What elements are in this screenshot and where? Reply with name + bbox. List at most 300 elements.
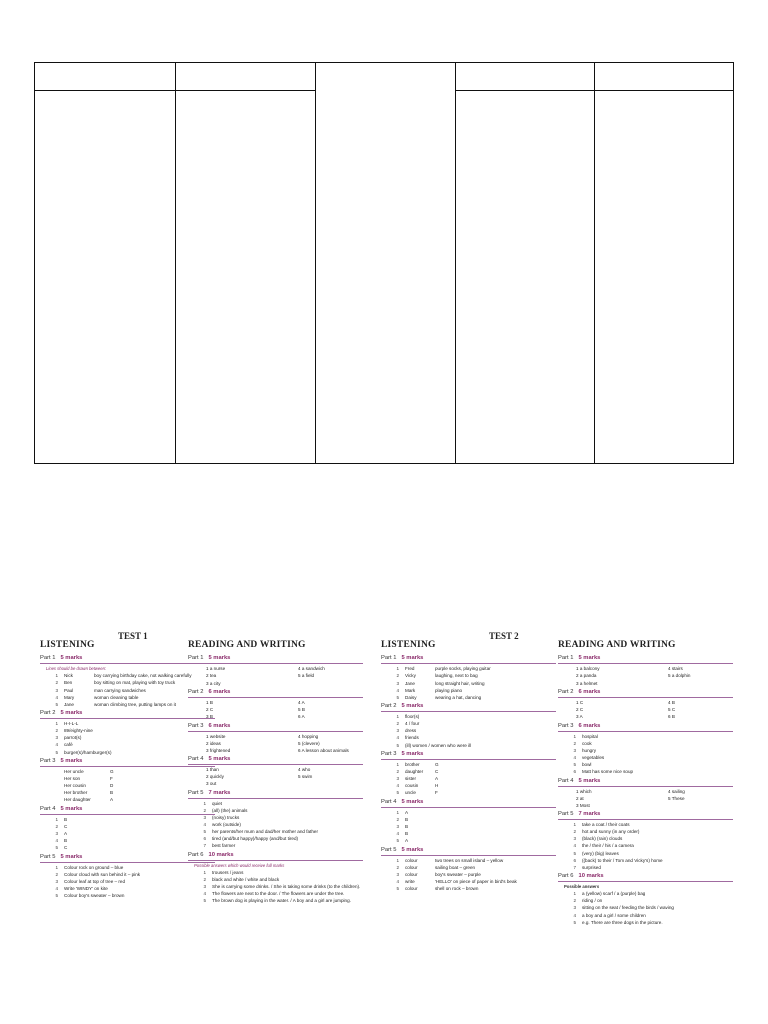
answer-right: 5 C bbox=[668, 707, 676, 713]
answer-list bbox=[381, 666, 556, 700]
table-header-line bbox=[455, 90, 734, 91]
answer-text: The flowers are next to the door. / The flowers are under the tree. bbox=[212, 891, 345, 897]
answer-number: 1 bbox=[396, 809, 399, 815]
answer-left: 1 website bbox=[206, 733, 226, 739]
part-heading bbox=[188, 852, 363, 861]
answer-right: 5 These bbox=[668, 795, 685, 801]
answer-key: Ben bbox=[64, 680, 73, 686]
answer-number: 5 bbox=[396, 694, 399, 700]
answer-number: 2 bbox=[396, 673, 399, 679]
part-marks: 5 marks bbox=[578, 655, 601, 662]
answer-number: 4 bbox=[573, 843, 576, 849]
answer-list bbox=[381, 858, 556, 892]
answer-indent bbox=[40, 783, 64, 789]
answer-row bbox=[558, 858, 733, 864]
answer-row bbox=[558, 755, 733, 761]
answer-text: two trees on small island – yellow bbox=[435, 857, 504, 863]
answer-number: 5 bbox=[573, 850, 576, 856]
blank-table bbox=[34, 62, 734, 464]
answer-number: 3 bbox=[55, 687, 58, 693]
answer-row bbox=[558, 913, 733, 919]
section-heading: READING AND WRITING bbox=[188, 640, 306, 650]
answer-right: 5 swim bbox=[298, 774, 313, 780]
part-subhead: Possible answers bbox=[564, 884, 600, 890]
answer-row bbox=[558, 666, 733, 672]
answer-row bbox=[558, 734, 733, 740]
answer-left: 3 a city bbox=[206, 680, 221, 686]
answer-number: 2 bbox=[573, 898, 576, 904]
answer-key: Her uncle bbox=[64, 769, 84, 775]
answer-text: hungry bbox=[582, 747, 597, 753]
answer-text: a boy and a girl / some children bbox=[582, 912, 646, 918]
answer-row bbox=[381, 824, 556, 830]
answer-text: parrot(s) bbox=[64, 735, 82, 741]
answer-text: (ill) women / women who were ill bbox=[405, 742, 472, 748]
answer-row bbox=[188, 815, 363, 821]
answer-text: A bbox=[405, 809, 409, 815]
answer-number: 1 bbox=[573, 822, 576, 828]
answer-row bbox=[188, 781, 363, 787]
answer-list bbox=[558, 891, 733, 925]
part-heading bbox=[381, 751, 556, 760]
part-heading bbox=[188, 689, 363, 698]
part-marks: 10 marks bbox=[208, 851, 234, 858]
answer-key: Her son bbox=[64, 776, 81, 782]
answer-right: 5 a field bbox=[298, 673, 315, 679]
answer-row bbox=[188, 877, 363, 883]
test1-title: TEST 1 bbox=[118, 631, 148, 641]
part-number: Part 4 bbox=[40, 805, 56, 812]
answer-list bbox=[558, 666, 733, 686]
test2-reading-panel bbox=[558, 640, 733, 927]
part-number: Part 5 bbox=[381, 846, 397, 853]
answer-key: cousin bbox=[405, 783, 419, 789]
answer-list bbox=[381, 714, 556, 748]
answer-right: 4 who bbox=[298, 767, 311, 773]
answer-number: 4 bbox=[396, 831, 399, 837]
answer-row bbox=[188, 767, 363, 773]
part-number: Part 6 bbox=[188, 851, 204, 858]
part-marks: 5 marks bbox=[401, 798, 424, 805]
answer-number: 2 bbox=[396, 769, 399, 775]
part-heading bbox=[558, 723, 733, 732]
part-number: Part 1 bbox=[188, 655, 204, 662]
answer-row bbox=[558, 843, 733, 849]
answer-row bbox=[188, 801, 363, 807]
answer-key: Paul bbox=[64, 687, 74, 693]
answer-number: 1 bbox=[573, 733, 576, 739]
answer-key: colour bbox=[405, 886, 418, 892]
answer-number: 5 bbox=[55, 893, 58, 899]
part-marks: 5 marks bbox=[60, 805, 83, 812]
answer-text: riding / on bbox=[582, 898, 603, 904]
answer-text: burger(s)/hamburger(s) bbox=[64, 749, 112, 755]
answer-number: 5 bbox=[396, 790, 399, 796]
part-marks: 5 marks bbox=[60, 758, 83, 765]
answer-text: F bbox=[435, 790, 438, 796]
answer-text: She is carrying some drinks. / She is taking some drinks (to the children). bbox=[212, 884, 361, 890]
part-marks: 5 marks bbox=[401, 703, 424, 710]
part-heading bbox=[381, 799, 556, 808]
answer-left: 2 C bbox=[576, 707, 584, 713]
answer-number: 7 bbox=[203, 843, 206, 849]
answer-number: 2 bbox=[55, 823, 58, 829]
part-marks: 6 marks bbox=[578, 689, 601, 696]
answer-text: purple socks, playing guitar bbox=[435, 666, 491, 672]
part-number: Part 4 bbox=[381, 798, 397, 805]
answer-left: 1 B bbox=[206, 699, 213, 705]
answer-text: dress bbox=[405, 728, 417, 734]
answer-row bbox=[558, 673, 733, 679]
answer-text: her parents/her mum and dad/her mother and father bbox=[212, 829, 318, 835]
answer-text: D bbox=[110, 783, 114, 789]
answer-number: 3 bbox=[396, 776, 399, 782]
answer-number: 2 bbox=[396, 816, 399, 822]
answer-number: 3 bbox=[203, 815, 206, 821]
answer-number: 3 bbox=[396, 680, 399, 686]
answer-key: Her brother bbox=[64, 790, 88, 796]
answer-number: 1 bbox=[396, 714, 399, 720]
answer-left: 2 at bbox=[576, 795, 584, 801]
answer-text: H bbox=[435, 783, 439, 789]
answer-right: 5 a dolphin bbox=[668, 673, 691, 679]
part-marks: 5 marks bbox=[60, 853, 83, 860]
answer-row bbox=[558, 898, 733, 904]
answer-text: man carrying sandwiches bbox=[94, 687, 146, 693]
answer-number: 1 bbox=[55, 864, 58, 870]
answer-row bbox=[188, 748, 363, 754]
answer-key: Fred bbox=[405, 666, 415, 672]
answer-text: friends bbox=[405, 735, 419, 741]
part-heading bbox=[188, 655, 363, 664]
answer-right: 4 hopping bbox=[298, 733, 319, 739]
answer-number: 1 bbox=[396, 857, 399, 863]
answer-row bbox=[188, 891, 363, 897]
answer-list bbox=[558, 789, 733, 809]
answer-number: 3 bbox=[396, 871, 399, 877]
answer-right: 6 A bbox=[298, 714, 305, 720]
answer-text: floor(s) bbox=[405, 714, 420, 720]
part-heading bbox=[381, 703, 556, 712]
part-heading bbox=[558, 778, 733, 787]
answer-text: take a coat / their coats bbox=[582, 822, 630, 828]
answer-text: wearing a hat, dancing bbox=[435, 694, 482, 700]
answer-number: 1 bbox=[55, 721, 58, 727]
part-marks: 5 marks bbox=[401, 655, 424, 662]
answer-right bbox=[298, 681, 358, 687]
answer-left: 1 C bbox=[576, 699, 584, 705]
answer-text: Colour leaf at top of tree – red bbox=[64, 878, 126, 884]
answer-text: A bbox=[435, 776, 439, 782]
answer-indent bbox=[40, 776, 64, 782]
answer-number: 5 bbox=[55, 749, 58, 755]
answer-row bbox=[188, 700, 363, 706]
answer-number: 5 bbox=[573, 762, 576, 767]
answer-left: 3 a helmet bbox=[576, 680, 598, 686]
answer-text: a (yellow) scarf / a (purple) bag bbox=[582, 891, 646, 897]
answer-text: B bbox=[405, 816, 409, 822]
answer-number: 4 bbox=[203, 891, 206, 897]
answer-text: hospital bbox=[582, 733, 598, 739]
answer-number: 3 bbox=[55, 735, 58, 741]
part-number: Part 3 bbox=[40, 758, 56, 765]
answer-row bbox=[558, 769, 733, 775]
answer-number: 4 bbox=[573, 912, 576, 918]
answer-row bbox=[558, 748, 733, 754]
answer-number: 2 bbox=[203, 808, 206, 813]
answer-row bbox=[381, 810, 556, 816]
answer-key: Jane bbox=[64, 701, 74, 707]
answer-text: A bbox=[110, 797, 114, 803]
answer-number: 5 bbox=[203, 829, 206, 835]
answer-row bbox=[381, 673, 556, 679]
answer-text: G bbox=[110, 769, 114, 775]
part-number: Part 5 bbox=[188, 789, 204, 796]
answer-row bbox=[381, 721, 556, 727]
answer-text: B bbox=[64, 838, 68, 844]
part-number: Part 2 bbox=[188, 689, 204, 696]
section-heading: READING AND WRITING bbox=[558, 640, 676, 650]
answer-list bbox=[188, 734, 363, 754]
answer-text: vegetables bbox=[582, 754, 605, 760]
part-heading bbox=[558, 811, 733, 820]
answer-row bbox=[381, 688, 556, 694]
answer-row bbox=[381, 666, 556, 672]
answer-row bbox=[558, 803, 733, 809]
answer-row bbox=[381, 790, 556, 796]
answer-row bbox=[381, 776, 556, 782]
answer-key: uncle bbox=[405, 790, 416, 796]
answer-list bbox=[558, 734, 733, 775]
answer-text: G bbox=[435, 762, 439, 767]
answer-row bbox=[558, 905, 733, 911]
part-number: Part 2 bbox=[40, 710, 56, 717]
answer-row bbox=[188, 898, 363, 904]
answer-number: 5 bbox=[396, 886, 399, 892]
answer-indent bbox=[40, 797, 64, 803]
answer-text: sailing boat – green bbox=[435, 864, 476, 870]
answer-text: Colour boy's sweater – brown bbox=[64, 893, 125, 899]
answer-number: 1 bbox=[573, 891, 576, 897]
answer-text: café bbox=[64, 742, 73, 748]
answer-row bbox=[381, 743, 556, 749]
answer-key: colour bbox=[405, 857, 418, 863]
answer-right: 4 stairs bbox=[668, 666, 683, 672]
answer-row bbox=[558, 822, 733, 828]
answer-text: C bbox=[64, 823, 68, 829]
answer-number: 5 bbox=[203, 898, 206, 904]
answer-number: 6 bbox=[203, 836, 206, 842]
part-heading bbox=[188, 756, 363, 765]
part-heading bbox=[381, 847, 556, 856]
answer-right: 4 a sandwich bbox=[298, 666, 325, 672]
answer-row bbox=[381, 838, 556, 844]
answer-number: 5 bbox=[396, 838, 399, 844]
answer-number: 3 bbox=[573, 747, 576, 753]
part-marks: 5 marks bbox=[60, 710, 83, 717]
answer-right: 5 (clevere) bbox=[298, 740, 320, 746]
answer-row bbox=[188, 822, 363, 828]
part-number: Part 2 bbox=[381, 703, 397, 710]
answer-number: 2 bbox=[203, 877, 206, 883]
part-marks: 5 marks bbox=[60, 655, 83, 662]
answer-number: 6 bbox=[573, 857, 576, 863]
part-heading bbox=[558, 689, 733, 698]
answer-list bbox=[188, 801, 363, 849]
answer-number: 1 bbox=[55, 816, 58, 822]
answer-row bbox=[188, 741, 363, 747]
answer-row bbox=[558, 789, 733, 795]
answer-left: 3 out bbox=[206, 781, 217, 787]
answer-text: playing piano bbox=[435, 687, 463, 693]
answer-text: (all) (the) animals bbox=[212, 808, 248, 813]
answer-row bbox=[381, 858, 556, 864]
section-heading: LISTENING bbox=[381, 640, 436, 650]
answer-row bbox=[188, 681, 363, 687]
answer-text: shell on rock – brown bbox=[435, 886, 479, 892]
answer-left: 1 a nurse bbox=[206, 666, 226, 672]
part-number: Part 6 bbox=[558, 873, 574, 880]
answer-left: 2 tea bbox=[206, 673, 217, 679]
test1-reading-panel bbox=[188, 640, 363, 905]
answer-text: Colour cloud with sun behind it – pink bbox=[64, 871, 141, 877]
answer-number: 6 bbox=[573, 769, 576, 775]
table-divider bbox=[175, 63, 176, 463]
part-heading bbox=[188, 790, 363, 799]
answer-text: Matt has some nice soup bbox=[582, 769, 634, 775]
part-marks: 7 marks bbox=[578, 811, 601, 818]
answer-text: 'HELLO' on piece of paper in bird's beak bbox=[435, 878, 517, 884]
part-marks: 5 marks bbox=[401, 846, 424, 853]
answer-indent bbox=[40, 790, 64, 796]
answer-text: (black) (rain) clouds bbox=[582, 836, 623, 842]
answer-row bbox=[381, 886, 556, 892]
answer-right: 6 A lesson about animals bbox=[298, 747, 349, 753]
answer-list bbox=[188, 767, 363, 787]
answer-text: H-I-L-L bbox=[64, 721, 79, 727]
section-heading: LISTENING bbox=[40, 640, 95, 650]
answer-list bbox=[188, 666, 363, 686]
answer-text: C bbox=[435, 769, 439, 775]
answer-text: (noisy) trucks bbox=[212, 815, 240, 821]
answer-key: write bbox=[405, 878, 415, 884]
answer-key: Mary bbox=[64, 694, 75, 700]
answer-key: Jane bbox=[405, 680, 415, 686]
answer-row bbox=[558, 700, 733, 706]
answer-row bbox=[558, 714, 733, 720]
answer-number: 5 bbox=[55, 845, 58, 851]
answer-number: 3 bbox=[396, 728, 399, 734]
answer-row bbox=[381, 714, 556, 720]
answer-row bbox=[188, 870, 363, 876]
answer-key: Nick bbox=[64, 673, 73, 679]
answer-row bbox=[558, 681, 733, 687]
answer-text: woman cleaning table bbox=[94, 694, 139, 700]
answer-left: 1 a balcony bbox=[576, 666, 600, 672]
table-header-line bbox=[35, 90, 315, 91]
answer-row bbox=[188, 884, 363, 890]
answer-text: cook bbox=[582, 740, 592, 746]
answer-text: B bbox=[110, 790, 114, 796]
answer-text: tired (and/but happy)/happy (and/but tired) bbox=[212, 836, 299, 842]
answer-text: B bbox=[64, 816, 68, 822]
answer-right bbox=[668, 803, 728, 809]
answer-text: work (outside) bbox=[212, 822, 241, 828]
part-marks: 6 marks bbox=[208, 722, 231, 729]
answer-row bbox=[558, 707, 733, 713]
part-note: Possible answers which would receive full marks bbox=[194, 862, 285, 868]
answer-row bbox=[381, 762, 556, 768]
answer-number: 5 bbox=[396, 742, 399, 748]
answer-number: 4 bbox=[55, 694, 58, 700]
answer-number: 3 bbox=[55, 878, 58, 884]
answer-text: Colour rock on ground – blue bbox=[64, 864, 124, 870]
part-marks: 7 marks bbox=[208, 789, 231, 796]
answer-number: 3 bbox=[396, 824, 399, 830]
answer-row bbox=[188, 836, 363, 842]
part-number: Part 3 bbox=[188, 722, 204, 729]
answer-text: long straight hair, writing bbox=[435, 680, 485, 686]
answer-text: A bbox=[405, 838, 409, 844]
answer-row bbox=[558, 829, 733, 835]
answer-text: hot and sunny (in any order) bbox=[582, 829, 640, 835]
answer-key: Mark bbox=[405, 687, 416, 693]
answer-key: Her daughter bbox=[64, 797, 91, 803]
answer-number: 4 bbox=[396, 735, 399, 741]
part-number: Part 5 bbox=[40, 853, 56, 860]
answer-text: e.g. There are three dogs in the picture. bbox=[582, 919, 663, 925]
answer-text: The brown dog is playing in the water. / A boy and a girl are jumping. bbox=[212, 898, 351, 904]
answer-row bbox=[381, 695, 556, 701]
answer-row bbox=[558, 796, 733, 802]
answer-row bbox=[381, 728, 556, 734]
answer-right: 4 A bbox=[298, 699, 305, 705]
answer-row bbox=[188, 714, 363, 720]
part-number: Part 4 bbox=[188, 756, 204, 763]
answer-number: 3 bbox=[55, 831, 58, 837]
answer-number: 4 bbox=[55, 742, 58, 748]
part-number: Part 1 bbox=[381, 655, 397, 662]
part-heading bbox=[558, 873, 733, 882]
answer-text: the / their / his / a camera bbox=[582, 843, 634, 849]
part-marks: 10 marks bbox=[578, 873, 604, 880]
answer-number: 4 bbox=[203, 822, 206, 828]
answer-left: 2 quickly bbox=[206, 774, 224, 780]
part-marks: 5 marks bbox=[208, 655, 231, 662]
answer-number: 2 bbox=[55, 680, 58, 686]
answer-text: (very) (big) leaves bbox=[582, 850, 619, 856]
answer-left: 3 frightened bbox=[206, 747, 231, 753]
answer-row bbox=[381, 681, 556, 687]
answer-left: 1 which bbox=[576, 788, 592, 794]
part-marks: 5 marks bbox=[401, 751, 424, 758]
answer-text: quiet bbox=[212, 800, 222, 806]
answer-row bbox=[558, 851, 733, 857]
part-marks: 5 marks bbox=[208, 756, 231, 763]
answer-number: 4 bbox=[396, 878, 399, 884]
answer-text: sitting on the seat / feeding the birds / waving bbox=[582, 905, 674, 911]
answer-text: B bbox=[405, 824, 409, 830]
answer-number: 1 bbox=[396, 666, 399, 672]
answer-row bbox=[188, 843, 363, 849]
test2-title: TEST 2 bbox=[489, 631, 519, 641]
answer-left: 3 Most bbox=[576, 802, 590, 808]
answer-list bbox=[381, 762, 556, 796]
test2-listening-panel bbox=[381, 640, 556, 893]
answer-row bbox=[188, 829, 363, 835]
answer-left: 2 ideas bbox=[206, 740, 221, 746]
part-number: Part 1 bbox=[558, 655, 574, 662]
